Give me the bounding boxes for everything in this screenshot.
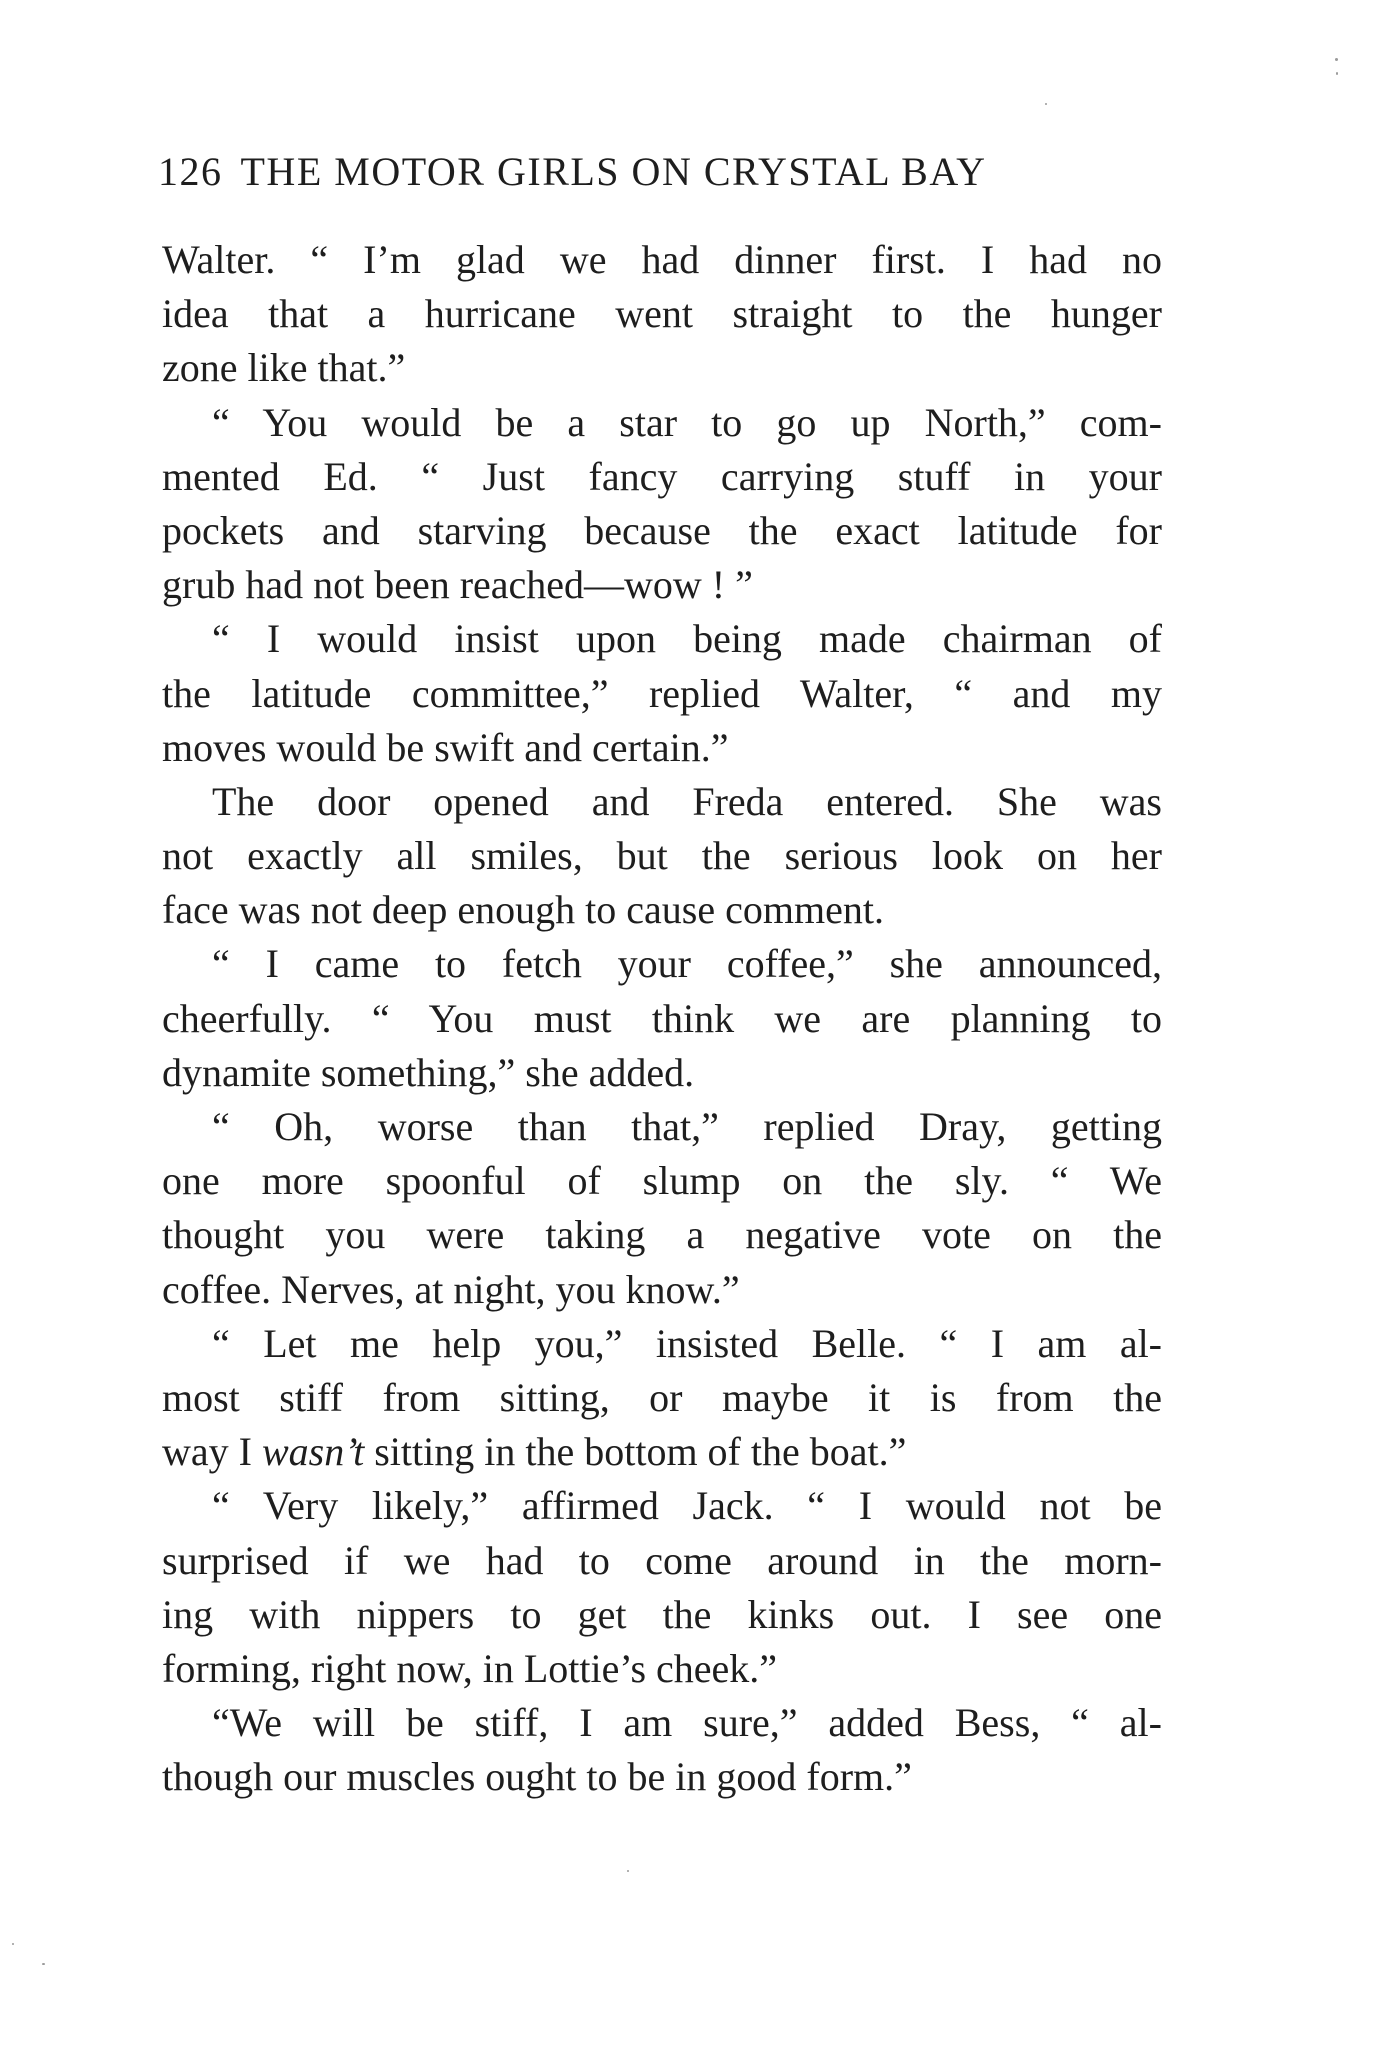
text-fragment: sitting in the bottom of the boat.”: [364, 1429, 907, 1475]
paper-speck: [1045, 103, 1047, 105]
text-line: “ Very likely,” affirmed Jack. “ I would not be: [212, 1483, 1162, 1529]
text-line: dynamite something,” she added.: [162, 1049, 695, 1095]
running-head: [158, 148, 1158, 195]
text-line: mented Ed. “ Just fancy carrying stuff in your: [162, 453, 1162, 499]
text-line: “ I would insist upon being made chairman of: [212, 616, 1162, 662]
text-line: “ You would be a star to go up North,” com-: [212, 399, 1162, 445]
text-line: though our muscles ought to be in good form.”: [162, 1754, 912, 1800]
text-line-italic: [162, 1425, 1162, 1479]
text-line: “ Oh, worse than that,” replied Dray, getting: [212, 1104, 1162, 1149]
paper-speck: [627, 1870, 629, 1872]
text-line: pockets and starving because the exact latitude for: [162, 507, 1162, 553]
text-line: cheerfully. “ You must think we are planning to: [162, 995, 1162, 1041]
paper-speck: [1335, 58, 1338, 61]
text-line: idea that a hurricane went straight to the hunger: [162, 291, 1162, 337]
text-line: “ I came to fetch your coffee,” she announced,: [212, 941, 1162, 987]
text-line: The door opened and Freda entered. She was: [212, 778, 1162, 824]
paper-speck: [1336, 72, 1338, 75]
text-line: moves would be swift and certain.”: [162, 724, 729, 770]
text-line: grub had not been reached—wow ! ”: [162, 562, 753, 608]
text-line: most stiff from sitting, or maybe it is from the: [162, 1374, 1162, 1420]
text-line: face was not deep enough to cause comment.: [162, 887, 884, 933]
running-title: THE MOTOR GIRLS ON CRYSTAL BAY: [240, 149, 987, 194]
text-fragment: way I: [162, 1429, 262, 1475]
paper-speck: [42, 1963, 45, 1965]
page-number: 126: [158, 149, 223, 194]
text-line: “ Let me help you,” insisted Belle. “ I am al-: [212, 1320, 1162, 1366]
text-line: ing with nippers to get the kinks out. I see one: [162, 1591, 1162, 1637]
text-line: forming, right now, in Lottie’s cheek.”: [162, 1645, 778, 1691]
text-line: the latitude committee,” replied Walter, “ and my: [162, 670, 1162, 716]
text-line: not exactly all smiles, but the serious look on her: [162, 833, 1162, 879]
paper-speck: [12, 1943, 14, 1945]
text-line: thought you were taking a negative vote on the: [162, 1212, 1162, 1258]
body-text: [162, 233, 1162, 1804]
italic-word: wasn’t: [261, 1429, 365, 1475]
text-line: surprised if we had to come around in the morn-: [162, 1537, 1162, 1583]
text-line: zone like that.”: [162, 345, 406, 391]
text-line: one more spoonful of slump on the sly. “ We: [162, 1158, 1162, 1204]
text-line: Walter. “ I’m glad we had dinner first. I had no: [162, 237, 1162, 282]
text-line: “We will be stiff, I am sure,” added Bess, “ al-: [212, 1700, 1162, 1746]
text-line: coffee. Nerves, at night, you know.”: [162, 1266, 740, 1312]
